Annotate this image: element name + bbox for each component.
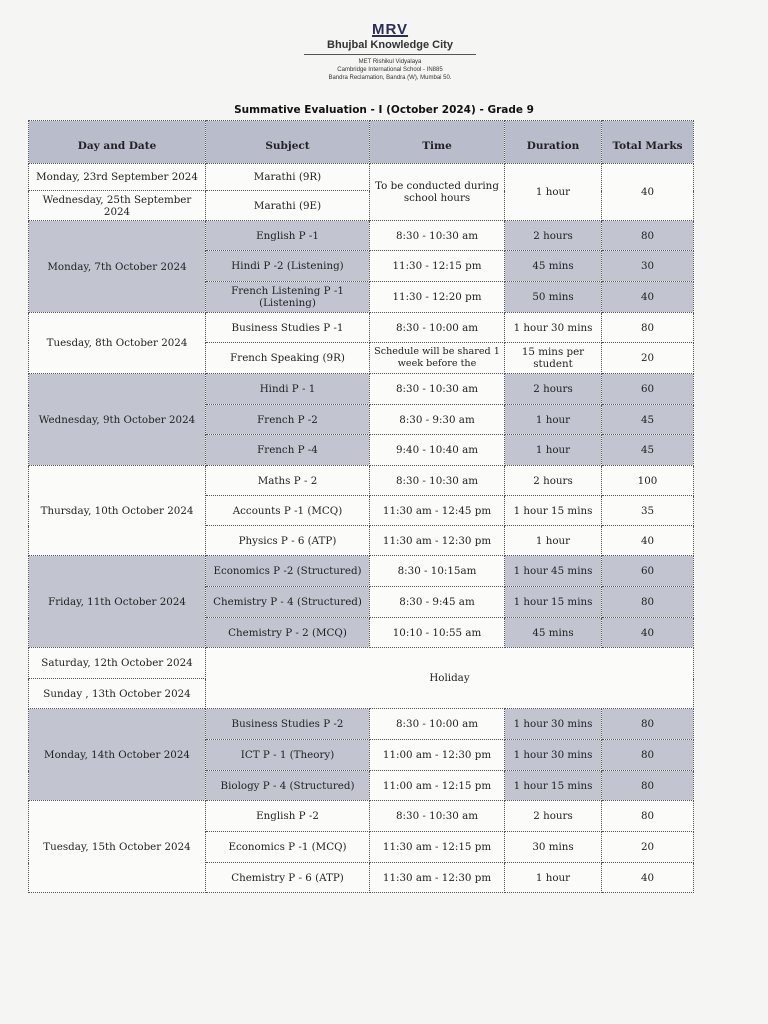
time-cell: 11:00 am - 12:15 pm [370, 771, 505, 801]
time-cell: 11:30 am - 12:30 pm [370, 526, 505, 556]
time-cell: 8:30 - 10:30 am [370, 466, 505, 496]
duration-cell: 1 hour 45 mins [505, 556, 602, 587]
marks-cell: 35 [602, 496, 694, 526]
subject-cell: Business Studies P -1 [206, 313, 370, 343]
subject-cell: ICT P - 1 (Theory) [206, 740, 370, 771]
time-cell: 8:30 - 10:30 am [370, 221, 505, 251]
table-row [29, 648, 694, 679]
marks-cell: 80 [602, 801, 694, 832]
time-cell: 8:30 - 10:00 am [370, 709, 505, 740]
duration-cell: 1 hour [505, 863, 602, 893]
time-cell: 10:10 - 10:55 am [370, 618, 505, 648]
duration-cell: 50 mins [505, 282, 602, 313]
duration-cell: 2 hours [505, 466, 602, 496]
date-cell: Thursday, 10th October 2024 [29, 466, 206, 556]
duration-cell: 1 hour 15 mins [505, 587, 602, 618]
mrv-logo: MRV [371, 21, 409, 38]
table-row [29, 709, 694, 740]
marks-cell: 100 [602, 466, 694, 496]
duration-cell: 2 hours [505, 374, 602, 405]
duration-cell: 1 hour 30 mins [505, 313, 602, 343]
subject-cell: Chemistry P - 6 (ATP) [206, 863, 370, 893]
address-line: Cambridge International School - IN885 [337, 67, 443, 73]
exam-schedule-table [28, 120, 694, 893]
date-cell: Tuesday, 8th October 2024 [29, 313, 206, 374]
date-cell: Monday, 14th October 2024 [29, 709, 206, 801]
time-cell: 8:30 - 10:30 am [370, 801, 505, 832]
duration-cell: 45 mins [505, 618, 602, 648]
subject-cell: French P -2 [206, 405, 370, 435]
marks-cell: 30 [602, 251, 694, 282]
subject-cell: Maths P - 2 [206, 466, 370, 496]
time-cell: 8:30 - 10:30 am [370, 374, 505, 405]
subject-cell: French Speaking (9R) [206, 343, 370, 374]
time-cell: 8:30 - 10:00 am [370, 313, 505, 343]
table-row [29, 466, 694, 496]
marks-cell: 60 [602, 374, 694, 405]
marks-cell: 80 [602, 709, 694, 740]
date-cell: Saturday, 12th October 2024 [29, 648, 206, 679]
marks-cell: 20 [602, 343, 694, 374]
marks-cell: 45 [602, 405, 694, 435]
date-cell: Sunday , 13th October 2024 [29, 679, 206, 709]
marks-cell: 40 [602, 863, 694, 893]
duration-cell: 1 hour 15 mins [505, 771, 602, 801]
table-header-row [29, 121, 694, 164]
table-row [29, 221, 694, 251]
marks-cell: 80 [602, 313, 694, 343]
table-row [29, 801, 694, 832]
marks-cell: 45 [602, 435, 694, 466]
school-name: Bhujbal Knowledge City [327, 39, 453, 51]
table-row [29, 374, 694, 405]
marks-cell: 40 [602, 618, 694, 648]
marks-cell: 20 [602, 832, 694, 863]
subject-cell: English P -1 [206, 221, 370, 251]
column-header-duration: Duration [505, 121, 602, 164]
marks-cell: 80 [602, 221, 694, 251]
subject-cell: French P -4 [206, 435, 370, 466]
duration-cell: 45 mins [505, 251, 602, 282]
time-cell: 11:30 am - 12:45 pm [370, 496, 505, 526]
duration-cell: 1 hour [505, 526, 602, 556]
date-cell: Monday, 7th October 2024 [29, 221, 206, 313]
marks-cell: 80 [602, 587, 694, 618]
marks-cell: 80 [602, 740, 694, 771]
date-cell: Wednesday, 9th October 2024 [29, 374, 206, 466]
duration-cell: 1 hour 15 mins [505, 496, 602, 526]
marks-cell: 60 [602, 556, 694, 587]
subject-cell: Marathi (9E) [206, 191, 370, 221]
time-cell: 8:30 - 9:45 am [370, 587, 505, 618]
time-cell: 11:30 am - 12:15 pm [370, 832, 505, 863]
header-divider [304, 54, 476, 55]
duration-cell: 1 hour 30 mins [505, 709, 602, 740]
time-cell: 11:00 am - 12:30 pm [370, 740, 505, 771]
date-cell: Tuesday, 15th October 2024 [29, 801, 206, 893]
subject-cell: Hindi P -2 (Listening) [206, 251, 370, 282]
time-cell: 9:40 - 10:40 am [370, 435, 505, 466]
subject-cell: English P -2 [206, 801, 370, 832]
subject-cell: Economics P -1 (MCQ) [206, 832, 370, 863]
subject-cell: French Listening P -1 (Listening) [206, 282, 370, 313]
time-cell: 8:30 - 10:15am [370, 556, 505, 587]
subject-cell: Economics P -2 (Structured) [206, 556, 370, 587]
subject-cell: Business Studies P -2 [206, 709, 370, 740]
column-header-time: Time [370, 121, 505, 164]
duration-cell: 30 mins [505, 832, 602, 863]
time-cell: Schedule will be shared 1 week before the [370, 343, 505, 374]
time-cell: 11:30 am - 12:30 pm [370, 863, 505, 893]
marks-cell: 40 [602, 164, 694, 221]
date-cell: Friday, 11th October 2024 [29, 556, 206, 648]
duration-cell: 1 hour [505, 405, 602, 435]
time-cell: 11:30 - 12:20 pm [370, 282, 505, 313]
duration-cell: 2 hours [505, 221, 602, 251]
subject-cell: Chemistry P - 2 (MCQ) [206, 618, 370, 648]
table-row [29, 313, 694, 343]
column-header-date: Day and Date [29, 121, 206, 164]
table-row [29, 556, 694, 587]
holiday-cell: Holiday [206, 648, 694, 709]
marks-cell: 40 [602, 282, 694, 313]
duration-cell: 1 hour [505, 435, 602, 466]
subject-cell: Physics P - 6 (ATP) [206, 526, 370, 556]
column-header-marks: Total Marks [602, 121, 694, 164]
duration-cell: 1 hour 30 mins [505, 740, 602, 771]
time-cell: 11:30 - 12:15 pm [370, 251, 505, 282]
school-header [270, 22, 510, 82]
table-row [29, 164, 694, 191]
subject-cell: Hindi P - 1 [206, 374, 370, 405]
date-cell: Wednesday, 25th September 2024 [29, 191, 206, 221]
time-cell: 8:30 - 9:30 am [370, 405, 505, 435]
column-header-subject: Subject [206, 121, 370, 164]
subject-cell: Accounts P -1 (MCQ) [206, 496, 370, 526]
page-title: Summative Evaluation - I (October 2024) - Grade 9 [234, 104, 534, 116]
time-cell: To be conducted during school hours [370, 164, 505, 221]
subject-cell: Chemistry P - 4 (Structured) [206, 587, 370, 618]
duration-cell: 15 mins per student [505, 343, 602, 374]
subject-cell: Biology P - 4 (Structured) [206, 771, 370, 801]
address-line: Bandra Reclamation, Bandra (W), Mumbai 50. [328, 75, 452, 81]
subject-cell: Marathi (9R) [206, 164, 370, 191]
address-line: MET Rishikul Vidyalaya [358, 59, 422, 65]
marks-cell: 80 [602, 771, 694, 801]
date-cell: Monday, 23rd September 2024 [29, 164, 206, 191]
marks-cell: 40 [602, 526, 694, 556]
duration-cell: 2 hours [505, 801, 602, 832]
duration-cell: 1 hour [505, 164, 602, 221]
